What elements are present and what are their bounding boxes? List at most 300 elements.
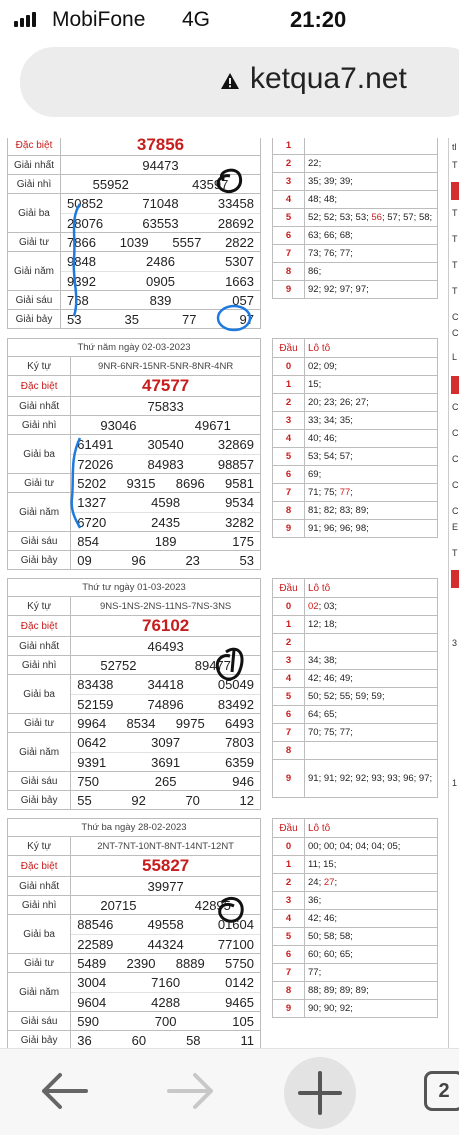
cutoff-text: C [452, 328, 459, 338]
loto-head: 5 [273, 209, 305, 227]
prize-number: 60 [131, 1032, 147, 1048]
prize-label: Giải năm [8, 733, 71, 772]
loto-values [305, 616, 438, 634]
prize-label: Đặc biệt [8, 856, 71, 877]
prize-number: 6359 [225, 755, 254, 770]
loto-head: 0 [273, 598, 305, 616]
loto-head: 6 [273, 227, 305, 245]
loto-value: 64; 65; [308, 709, 338, 720]
prize-number: 8534 [126, 715, 156, 731]
loto-values [305, 520, 438, 538]
loto-values [305, 928, 438, 946]
cutoff-text: L [452, 352, 458, 362]
loto-head: 8 [273, 263, 305, 281]
prize-number: 946 [232, 773, 254, 789]
prize-number: 0142 [225, 975, 254, 990]
loto-head: 9 [273, 1000, 305, 1018]
prize-label: Giải năm [8, 252, 61, 291]
prize-number: 11 [240, 1032, 254, 1048]
prize-number: 42895 [194, 897, 231, 913]
forward-arrow-icon[interactable] [165, 1069, 217, 1113]
prize-number: 768 [67, 292, 89, 308]
loto-value-highlight: 56 [371, 212, 382, 223]
loto-row [273, 281, 438, 299]
loto-row [273, 263, 438, 281]
loto-head: 5 [273, 448, 305, 466]
second-prize-row [8, 175, 261, 194]
first-prize-row [8, 397, 261, 416]
loto-value-highlight: 77 [339, 487, 351, 498]
prize-number: 8696 [175, 475, 205, 491]
loto-values [305, 982, 438, 1000]
loto-row [273, 874, 438, 892]
special-prize-row [8, 376, 261, 397]
code-value: 9NR-6NR-15NR-5NR-8NR-4NR [71, 357, 261, 376]
loto-row [273, 520, 438, 538]
loto-value: 34; 38; [308, 655, 338, 666]
prize-number: 700 [154, 1013, 177, 1029]
prize-number: 22589 [77, 937, 114, 952]
prize-number: 6493 [225, 715, 254, 731]
loto-row [273, 209, 438, 227]
loto-value: 22; [308, 158, 322, 169]
address-bar[interactable] [20, 47, 459, 117]
prize-number: 3097 [151, 735, 181, 750]
prize-label: Đặc biệt [8, 138, 61, 156]
loto-row [273, 670, 438, 688]
loto-values [305, 856, 438, 874]
prize-number: 97 [239, 311, 254, 327]
prize-number: 53 [239, 552, 254, 568]
prize-number: 9964 [77, 715, 107, 731]
loto-head: 0 [273, 838, 305, 856]
cutoff-text: C [452, 480, 459, 490]
red-marker [451, 182, 459, 200]
loto-head: 2 [273, 155, 305, 173]
prize-label: Giải ba [8, 194, 61, 233]
prize-number: 3691 [151, 755, 181, 770]
board-title: Thứ tư ngày 01-03-2023 [8, 579, 261, 597]
loto-values [305, 838, 438, 856]
prize-label: Giải bảy [8, 791, 71, 810]
loto-head: 6 [273, 946, 305, 964]
loto-head: 6 [273, 706, 305, 724]
first-prize-row [8, 156, 261, 175]
signal-icon [14, 12, 36, 27]
loto-values [305, 910, 438, 928]
prize-number: 2435 [151, 515, 181, 530]
prize-label: Giải sáu [8, 772, 71, 791]
first-prize-row [8, 637, 261, 656]
prize-number: 3004 [77, 975, 107, 990]
loto-head: 7 [273, 964, 305, 982]
browser-toolbar [0, 1048, 459, 1135]
cutoff-text: T [452, 286, 458, 296]
loto-row [273, 1000, 438, 1018]
loto-value: ; 03; [318, 601, 338, 612]
loto-value: 90; 90; 92; [308, 1003, 353, 1014]
loto-value: 81; 82; 83; 89; [308, 505, 369, 516]
prize-number: 3282 [225, 515, 254, 530]
loto-row [273, 191, 438, 209]
warning-icon[interactable] [220, 71, 240, 91]
results-board-2 [7, 338, 261, 570]
loto-header: Đầu [273, 819, 305, 838]
prize-number: 28692 [217, 216, 254, 231]
cutoff-text: 3 [452, 638, 458, 648]
first-prize: 46493 [71, 637, 261, 656]
seventh-prize-row [8, 1031, 261, 1049]
loto-row [273, 138, 438, 155]
right-sidebar-cutoff [448, 138, 459, 1048]
loto-head: 8 [273, 742, 305, 760]
loto-value: 52; 52; 53; 53; [308, 212, 372, 223]
loto-row [273, 466, 438, 484]
first-prize-row [8, 877, 261, 896]
loto-values [305, 892, 438, 910]
sixth-prize-row [8, 532, 261, 551]
prize-label: Giải năm [8, 493, 71, 532]
loto-values [305, 946, 438, 964]
prize-number: 49671 [194, 417, 231, 433]
prize-number: 70 [185, 792, 200, 808]
loto-head: 3 [273, 892, 305, 910]
prize-number: 77 [182, 311, 197, 327]
loto-table-1 [272, 138, 438, 299]
prize-number: 5750 [225, 955, 254, 971]
prize-number: 23 [185, 552, 200, 568]
prize-label: Giải sáu [8, 291, 61, 310]
loto-values [305, 281, 438, 299]
prize-label: Giải ba [8, 915, 71, 954]
loto-values [305, 430, 438, 448]
loto-header: Đầu [273, 579, 305, 598]
prize-label: Giải nhất [8, 637, 71, 656]
prize-number: 53 [67, 311, 82, 327]
loto-head: 6 [273, 466, 305, 484]
loto-value: 33; 34; 35; [308, 415, 353, 426]
prize-number: 9848 [67, 254, 96, 269]
prize-number: 09 [77, 552, 92, 568]
special-prize: 37856 [61, 138, 261, 156]
prize-number: 1327 [77, 495, 107, 510]
prize-label: Ký tự [8, 357, 71, 376]
board-title: Thứ năm ngày 02-03-2023 [8, 339, 261, 357]
loto-value: ; [334, 877, 338, 888]
loto-values [305, 724, 438, 742]
prize-number: 96 [131, 552, 146, 568]
prize-number: 72026 [77, 457, 114, 472]
prize-number: 265 [154, 773, 177, 789]
prize-number: 590 [77, 1013, 99, 1029]
loto-row [273, 484, 438, 502]
loto-value: 91; 96; 96; 98; [308, 523, 369, 534]
prize-number: 77100 [217, 937, 254, 952]
prize-label: Giải bảy [8, 1031, 71, 1049]
loto-head: 4 [273, 430, 305, 448]
loto-value: 24; [308, 877, 324, 888]
prize-number: 7803 [225, 735, 254, 750]
prize-number: 9465 [225, 995, 254, 1010]
loto-value: 63; 66; 68; [308, 230, 353, 241]
status-bar [0, 0, 459, 42]
prize-number: 52752 [100, 657, 137, 673]
prize-number: 9392 [67, 274, 96, 289]
prize-label: Giải sáu [8, 532, 71, 551]
loto-head: 1 [273, 138, 305, 155]
loto-values [305, 598, 438, 616]
loto-values [305, 209, 438, 227]
loto-value: 48; 48; [308, 194, 338, 205]
prize-number: 98857 [217, 457, 254, 472]
back-arrow-icon[interactable] [38, 1069, 90, 1113]
loto-head: 0 [273, 358, 305, 376]
cutoff-text: tl [452, 142, 457, 152]
special-prize-row [8, 138, 261, 156]
prize-number: 43597 [192, 176, 229, 192]
prize-number: 9534 [225, 495, 254, 510]
third-prize-row [8, 435, 261, 474]
loto-values [305, 155, 438, 173]
loto-value: ; 57; 57; 58; [381, 212, 433, 223]
prize-number: 20715 [100, 897, 137, 913]
loto-values [305, 874, 438, 892]
loto-value: 60; 60; 65; [308, 949, 353, 960]
loto-row [273, 376, 438, 394]
loto-value: 91; 91; 92; 92; 93; 93; 96; 97; [308, 773, 433, 784]
code-value: 9NS-1NS-2NS-11NS-7NS-3NS [71, 597, 261, 616]
cutoff-text: E [452, 522, 459, 532]
fourth-prize-row [8, 474, 261, 493]
prize-number: 854 [77, 533, 99, 549]
plus-icon [284, 1057, 356, 1129]
first-prize: 94473 [61, 156, 261, 175]
loto-values [305, 412, 438, 430]
board-title-row [8, 339, 261, 357]
prize-label: Giải bảy [8, 551, 71, 570]
special-prize-row [8, 616, 261, 637]
fifth-prize-row [8, 493, 261, 532]
loto-values [305, 670, 438, 688]
prize-label: Giải sáu [8, 1012, 71, 1031]
loto-head: 3 [273, 652, 305, 670]
prize-number: 750 [77, 773, 99, 789]
loto-value: 40; 46; [308, 433, 338, 444]
prize-number: 5307 [225, 254, 254, 269]
prize-label: Giải nhì [8, 896, 71, 915]
loto-value: 77; [308, 967, 322, 978]
red-marker [451, 570, 459, 588]
prize-number: 58 [186, 1032, 201, 1048]
loto-row [273, 760, 438, 798]
prize-number: 4598 [151, 495, 181, 510]
cutoff-text: C [452, 428, 459, 438]
loto-value: 36; [308, 895, 322, 906]
new-tab-button[interactable] [284, 1057, 356, 1129]
loto-value: 86; [308, 266, 322, 277]
loto-values [305, 263, 438, 281]
loto-head: 7 [273, 724, 305, 742]
loto-value: 42; 46; 49; [308, 673, 353, 684]
fifth-prize-row [8, 733, 261, 772]
loto-header: Lô tô [305, 579, 438, 598]
board-title: Thứ ba ngày 28-02-2023 [8, 819, 261, 837]
seventh-prize-row [8, 551, 261, 570]
prize-number: 7866 [67, 234, 96, 250]
loto-head: 8 [273, 502, 305, 520]
prize-number: 32869 [217, 437, 254, 452]
prize-number: 8889 [175, 955, 205, 971]
url-text[interactable]: ketqua7.net [250, 62, 407, 95]
prize-label: Giải năm [8, 973, 71, 1012]
loto-values [305, 760, 438, 798]
loto-row [273, 688, 438, 706]
second-prize-row [8, 656, 261, 675]
tab-count: 2 [438, 1080, 450, 1102]
prize-number: 01604 [217, 917, 254, 932]
prize-number: 05049 [217, 677, 254, 692]
prize-number: 2390 [126, 955, 156, 971]
cutoff-text: T [452, 234, 458, 244]
prize-label: Giải nhất [8, 397, 71, 416]
prize-number: 057 [232, 292, 254, 308]
third-prize-row [8, 675, 261, 714]
prize-number: 33458 [217, 196, 254, 211]
loto-value: ; [350, 487, 353, 498]
loto-head: 1 [273, 616, 305, 634]
prize-number: 9315 [126, 475, 156, 491]
prize-label: Giải nhất [8, 877, 71, 896]
loto-values [305, 634, 438, 652]
loto-head: 2 [273, 634, 305, 652]
loto-values [305, 191, 438, 209]
prize-number: 5489 [77, 955, 107, 971]
loto-row [273, 892, 438, 910]
loto-value: 12; 18; [308, 619, 338, 630]
loto-head: 9 [273, 520, 305, 538]
prize-number: 4288 [151, 995, 181, 1010]
loto-row [273, 910, 438, 928]
loto-values [305, 652, 438, 670]
loto-values [305, 502, 438, 520]
fifth-prize-row [8, 252, 261, 291]
loto-value: 50; 52; 55; 59; 59; [308, 691, 385, 702]
fourth-prize-row [8, 714, 261, 733]
cutoff-text: T [452, 548, 458, 558]
prize-number: 74896 [147, 697, 184, 712]
prize-label: Giải ba [8, 435, 71, 474]
loto-values [305, 448, 438, 466]
code-row [8, 837, 261, 856]
loto-values [305, 227, 438, 245]
loto-row [273, 358, 438, 376]
prize-number: 175 [232, 533, 254, 549]
prize-label: Giải nhì [8, 416, 71, 435]
prize-number: 55 [77, 792, 92, 808]
prize-number: 0905 [146, 274, 175, 289]
cutoff-text: T [452, 160, 458, 170]
loto-value: 92; 92; 97; 97; [308, 284, 369, 295]
loto-value-highlight: 02 [308, 601, 319, 612]
carrier-name: MobiFone [52, 8, 146, 31]
prize-label: Giải tư [8, 714, 71, 733]
prize-number: 105 [232, 1013, 254, 1029]
loto-value: 71; 75; [308, 487, 340, 498]
prize-number: 9581 [225, 475, 254, 491]
network-type: 4G [182, 8, 211, 31]
results-board-3 [7, 578, 261, 810]
loto-value-highlight: 27 [323, 877, 335, 888]
loto-row [273, 430, 438, 448]
prize-number: 61491 [77, 437, 114, 452]
prize-number: 89477 [194, 657, 231, 673]
loto-row [273, 616, 438, 634]
loto-row [273, 946, 438, 964]
loto-header: Lô tô [305, 819, 438, 838]
loto-row [273, 856, 438, 874]
loto-row [273, 155, 438, 173]
prize-label: Giải nhì [8, 656, 71, 675]
prize-label: Giải tư [8, 474, 71, 493]
loto-row [273, 982, 438, 1000]
loto-value: 11; 15; [308, 859, 337, 870]
prize-label: Giải nhất [8, 156, 61, 175]
loto-row [273, 652, 438, 670]
sixth-prize-row [8, 291, 261, 310]
first-prize: 39977 [71, 877, 261, 896]
prize-number: 83438 [77, 677, 114, 692]
prize-label: Đặc biệt [8, 616, 71, 637]
loto-table-2 [272, 338, 438, 538]
loto-header-row [273, 579, 438, 598]
loto-value: 35; 39; 39; [308, 176, 353, 187]
prize-number: 50852 [67, 196, 104, 211]
prize-number: 88546 [77, 917, 114, 932]
prize-label: Ký tự [8, 837, 71, 856]
loto-head: 5 [273, 688, 305, 706]
loto-values [305, 173, 438, 191]
loto-head: 8 [273, 982, 305, 1000]
fourth-prize-row [8, 233, 261, 252]
loto-values [305, 358, 438, 376]
loto-value: 50; 58; 58; [308, 931, 353, 942]
loto-values [305, 964, 438, 982]
cutoff-text: C [452, 312, 459, 322]
prize-label: Giải tư [8, 233, 61, 252]
prize-number: 0642 [77, 735, 107, 750]
loto-head: 2 [273, 394, 305, 412]
tab-switcher-button[interactable] [424, 1071, 459, 1111]
loto-value: 53; 54; 57; [308, 451, 353, 462]
prize-number: 9391 [77, 755, 107, 770]
loto-value: 70; 75; 77; [308, 727, 353, 738]
loto-value: 02; 09; [308, 361, 338, 372]
page-content [0, 138, 459, 1048]
loto-values [305, 138, 438, 155]
prize-number: 28076 [67, 216, 104, 231]
loto-row [273, 706, 438, 724]
prize-label: Giải bảy [8, 310, 61, 329]
prize-number: 2822 [225, 234, 254, 250]
loto-head: 1 [273, 856, 305, 874]
prize-number: 1039 [119, 234, 149, 250]
loto-row [273, 724, 438, 742]
loto-head: 3 [273, 173, 305, 191]
loto-head: 9 [273, 760, 305, 798]
loto-header-row [273, 819, 438, 838]
prize-number: 12 [239, 792, 254, 808]
loto-values [305, 466, 438, 484]
